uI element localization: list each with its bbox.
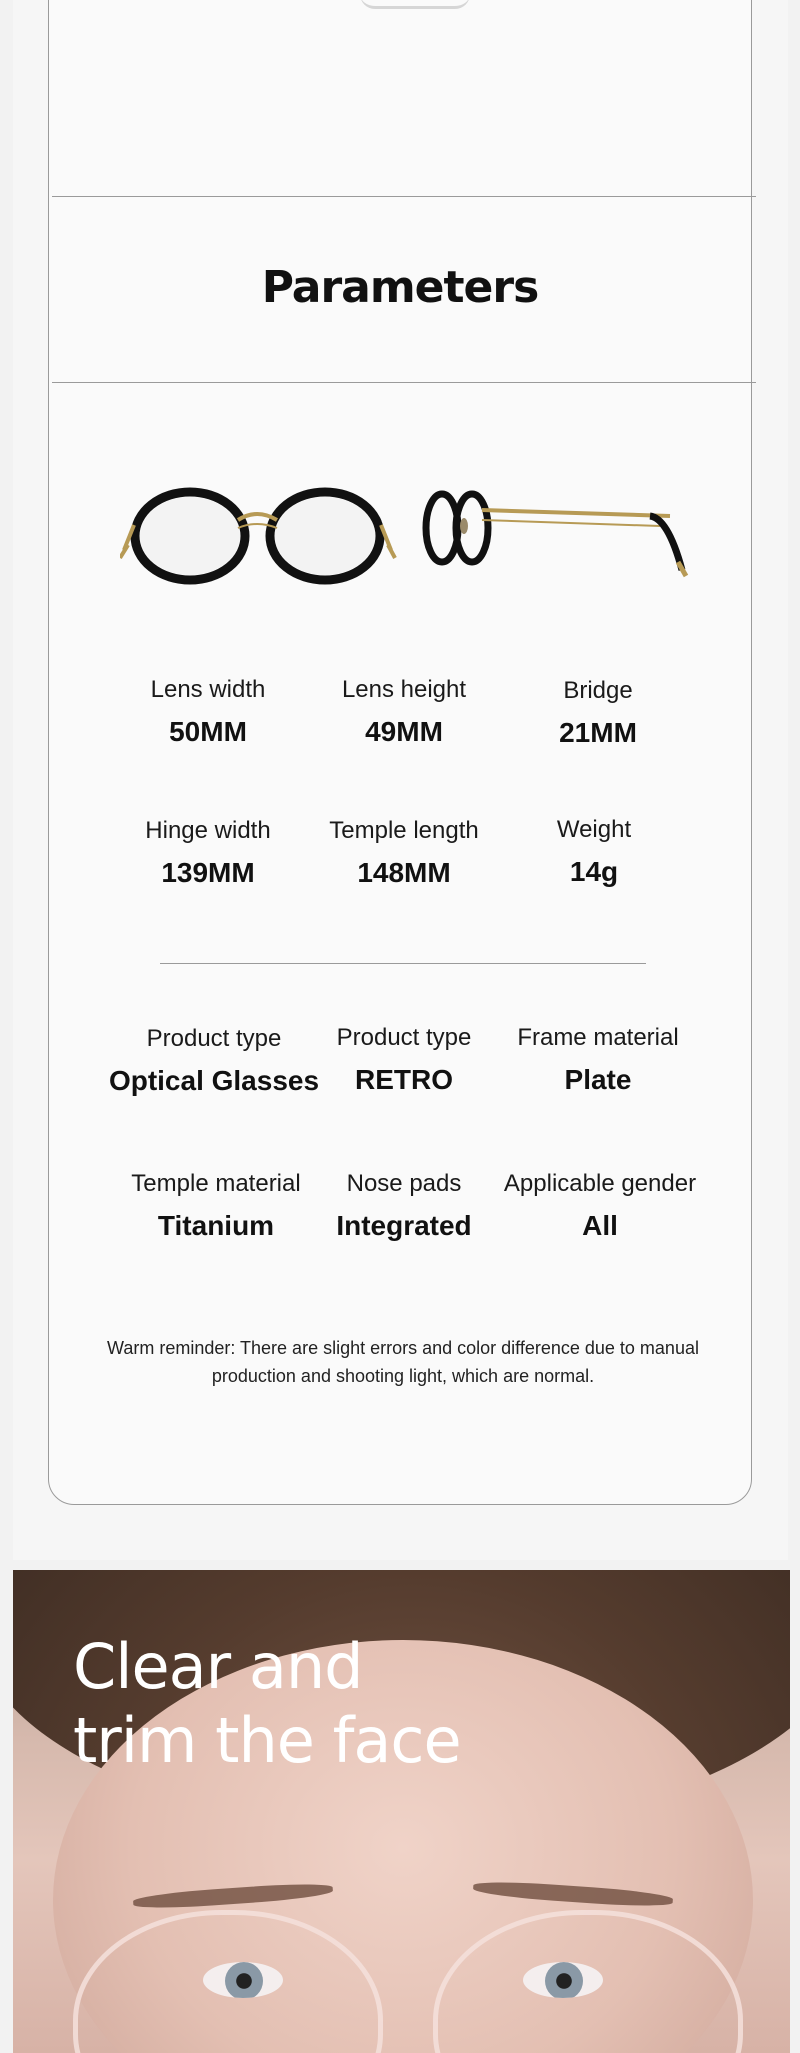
hero-headline-line-1: Clear and [73, 1630, 363, 1703]
warm-reminder-text: Warm reminder: There are slight errors and color difference due to manual production and shooting light, which are normal. [107, 1338, 699, 1386]
param-temple-length [294, 817, 514, 889]
attr-frame-material [488, 1024, 708, 1096]
param-lens-width [98, 676, 318, 748]
param-label: Hinge width [145, 817, 271, 844]
param-bridge [488, 677, 708, 749]
param-value: 49MM [365, 716, 443, 747]
param-label: Product type [336, 1024, 472, 1051]
hero-banner-image [13, 1570, 790, 2053]
param-hinge-width [98, 817, 318, 889]
param-value: Plate [564, 1064, 632, 1095]
param-value: All [582, 1210, 618, 1241]
param-label: Applicable gender [503, 1170, 697, 1197]
param-weight [484, 816, 704, 888]
title-divider-top [52, 196, 756, 197]
param-label: Product type [146, 1025, 282, 1052]
param-label: Lens width [150, 676, 266, 703]
param-value: 148MM [357, 857, 451, 888]
attr-product-type [104, 1025, 324, 1097]
param-value: 14g [569, 856, 619, 887]
param-label: Frame material [517, 1024, 679, 1051]
hero-headline-line-2: trim the face [73, 1704, 461, 1777]
attr-temple-material [106, 1170, 326, 1242]
param-label: Bridge [563, 677, 633, 704]
param-label: Nose pads [346, 1170, 462, 1197]
glasses-side-view-image [420, 488, 690, 588]
param-value: Titanium [157, 1210, 275, 1241]
page-title: Parameters [261, 262, 539, 313]
param-label: Temple length [329, 817, 479, 844]
param-label: Weight [556, 816, 632, 843]
param-value: 50MM [169, 716, 247, 747]
section-divider [160, 963, 646, 964]
param-value: RETRO [355, 1064, 453, 1095]
param-value: Optical Glasses [108, 1065, 320, 1096]
title-divider-bottom [52, 382, 756, 383]
param-label: Lens height [341, 676, 467, 703]
attr-nose-pads [294, 1170, 514, 1242]
glasses-front-view-image [120, 480, 400, 590]
param-lens-height [294, 676, 514, 748]
attr-applicable-gender [490, 1170, 710, 1242]
param-value: 21MM [559, 717, 637, 748]
param-label: Temple material [131, 1170, 301, 1197]
hero-headline [73, 1630, 461, 1778]
parameters-card [48, 0, 752, 1505]
attr-product-style [294, 1024, 514, 1096]
param-value: 139MM [161, 857, 255, 888]
param-value: Integrated [336, 1210, 472, 1241]
glasses-image-top-crop [360, 0, 470, 9]
